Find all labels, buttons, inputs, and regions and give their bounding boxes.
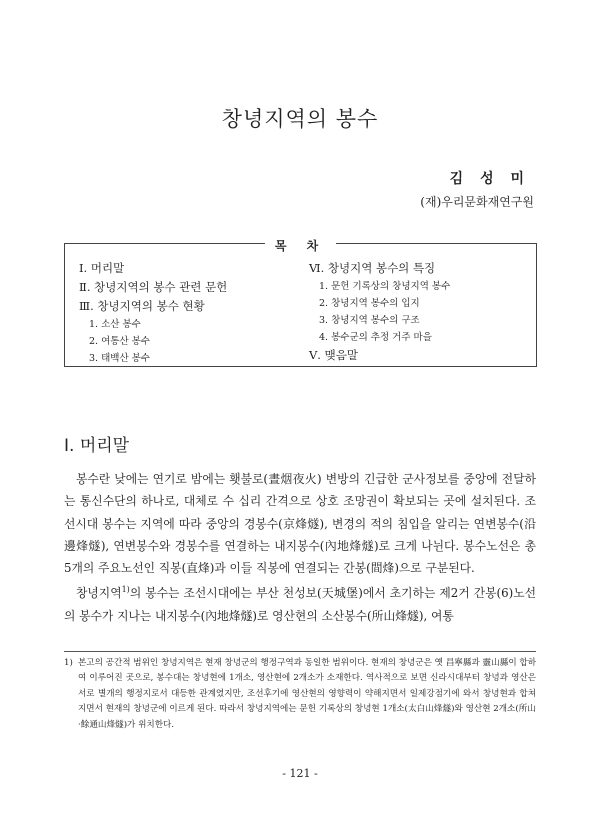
footnote-divider — [64, 651, 536, 652]
toc-entry: Ⅰ. 머리말 — [79, 261, 125, 275]
body-paragraph: 봉수란 낮에는 연기로 밤에는 횃불로(晝烟夜火) 변방의 긴급한 군사정보를 중앙에 전달하는 통신수단의 하나로, 대체로 수 십리 간격으로 상호 조망권이 확보되는 곳에 설치된다. 조선시대 봉수는 지역에 따라 중앙의 경봉수(京烽燧), 변경의 적의 침입을 알리는 연변봉수(沿邊烽燧), 연변봉수와 경봉수를 연결하는 내지봉수(內地烽燧)로 크게 나뉜다. 봉수노선은 총 5개의 주요노선인 직봉(直烽)과 이들 직봉에 연결되는 간봉(間烽)으로 구분된다. — [64, 472, 536, 576]
table-of-contents — [64, 239, 537, 367]
body-paragraph — [64, 579, 536, 627]
footnote-number: 1) — [64, 658, 73, 668]
body-text — [64, 468, 536, 627]
toc-entry: 4. 봉수군의 추정 거주 마을 — [319, 332, 432, 343]
toc-entry: 1. 문헌 기록상의 창녕지역 봉수 — [319, 281, 451, 292]
toc-entry: 1. 소산 봉수 — [89, 319, 141, 330]
toc-entry: Ⅴ. 맺음말 — [309, 348, 358, 362]
author-name: 김 성 미 — [449, 171, 530, 187]
toc-heading: 목 차 — [265, 239, 336, 253]
toc-entry: 2. 창녕지역 봉수의 입지 — [319, 298, 420, 309]
footnote — [64, 656, 536, 733]
author-affiliation: (재)우리문화재연구원 — [420, 195, 534, 209]
toc-entry: 2. 여통산 봉수 — [89, 336, 150, 347]
toc-right-column — [309, 259, 450, 365]
toc-entry: 3. 창녕지역 봉수의 구조 — [319, 315, 420, 326]
toc-entry: 3. 태백산 봉수 — [89, 353, 150, 364]
paper-title: 창녕지역의 봉수 — [221, 107, 379, 131]
toc-entry: Ⅵ. 창녕지역 봉수의 특징 — [309, 261, 436, 275]
paragraph-lead: 창녕지역 — [76, 586, 122, 601]
paragraph-rest: 의 봉수는 조선시대에는 부산 천성보(天城堡)에서 초기하는 제2거 간봉(6)노선의 봉수가 지나는 내지봉수(內地烽燧)로 영산현의 소산봉수(所山烽燧), 여통 — [64, 586, 536, 623]
footnote-ref: 1) — [121, 585, 130, 595]
toc-entry: Ⅲ. 창녕지역의 봉수 현황 — [79, 299, 205, 313]
footnote-text: 본고의 공간적 범위인 창녕지역은 현재 창녕군의 행정구역과 동일한 범위이다. 현재의 창녕군은 옛 昌寧縣과 靈山縣이 합하여 이루어진 곳으로, 봉수대는 창녕현에 1개소, 영산현에 2개소가 소재한다. 역사적으로 보면 신라시대부터 창녕과 영산은 서로 별개의 행정지로서 대등한 관계였지만, 조선후기에 영산현의 영향력이 약해지면서 일제강점기에 와서 창녕현과 합쳐지면서 현재의 창녕군에 이르게 된다. 따라서 창녕지역에는 문헌 기록상의 창녕현 1개소(太白山烽燧)와 영산현 2개소(所山·餘通山烽燧)가 위치한다. — [78, 658, 536, 730]
page-number: - 121 - — [282, 767, 318, 780]
toc-left-column — [79, 259, 227, 367]
toc-entry: Ⅱ. 창녕지역의 봉수 관련 문헌 — [79, 280, 228, 294]
section-heading: Ⅰ. 머리말 — [64, 436, 130, 456]
